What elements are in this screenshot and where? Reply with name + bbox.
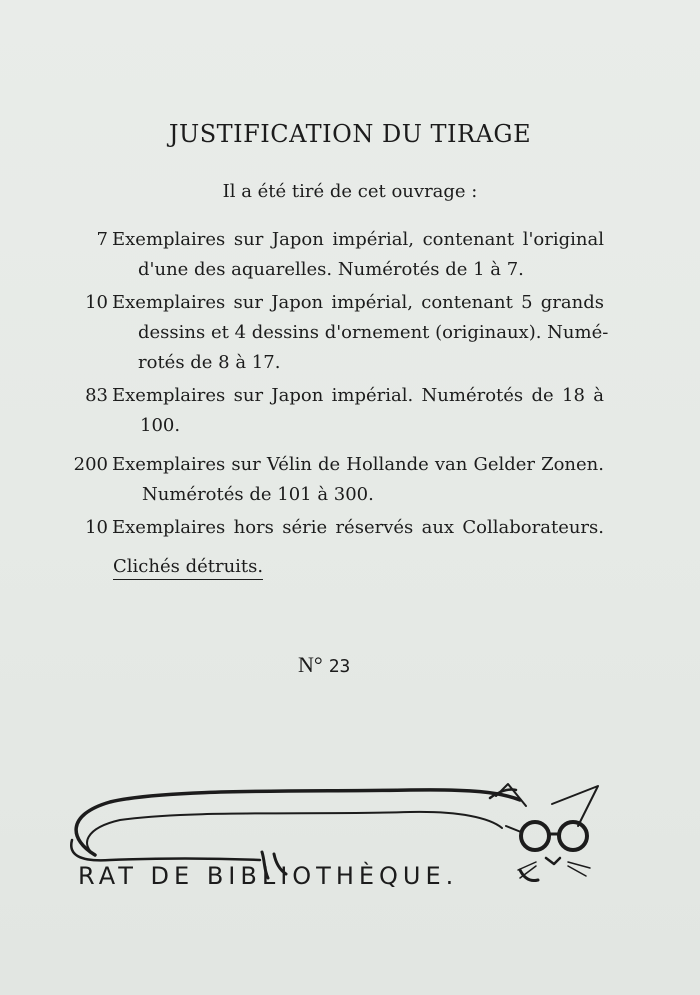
illustration-caption: RAT DE BIBLIOTHÈQUE. [78,862,459,890]
cliches-note: Clichés détruits. [113,556,263,580]
edition-count: 10 [85,292,108,313]
edition-line: rotés de 8 à 17. [138,352,281,373]
edition-line: 100. [140,415,181,436]
edition-count: 7 [96,229,108,250]
copy-number-prefix: N° [298,652,323,677]
intro-text: Il a été tiré de cet ouvrage : [222,181,478,202]
edition-count: 83 [85,385,108,406]
page-title: JUSTIFICATION DU TIRAGE [168,120,532,148]
copy-number-value: 23 [328,656,351,677]
edition-entry [85,288,609,378]
edition-entry [85,513,604,543]
edition-count: 200 [73,454,108,475]
edition-entry [96,225,604,285]
edition-line: dessins et 4 dessins d'ornement (originaux). Numé- [138,322,609,343]
edition-line: Exemplaires sur Japon impérial. Numérotés de 18 à [112,385,604,406]
edition-entry [73,450,604,510]
edition-line: d'une des aquarelles. Numérotés de 1 à 7. [138,259,524,280]
edition-line: Exemplaires sur Vélin de Hollande van Gelder Zonen. [112,454,604,475]
edition-line: Exemplaires sur Japon impérial, contenant 5 grands [112,292,604,313]
edition-line: Numérotés de 101 à 300. [142,484,374,505]
edition-line: Exemplaires sur Japon impérial, contenant l'original [112,229,604,250]
copy-number [298,652,350,678]
edition-line: Exemplaires hors série réservés aux Collaborateurs. [112,517,604,538]
edition-entry [85,381,604,441]
edition-count: 10 [85,517,108,538]
